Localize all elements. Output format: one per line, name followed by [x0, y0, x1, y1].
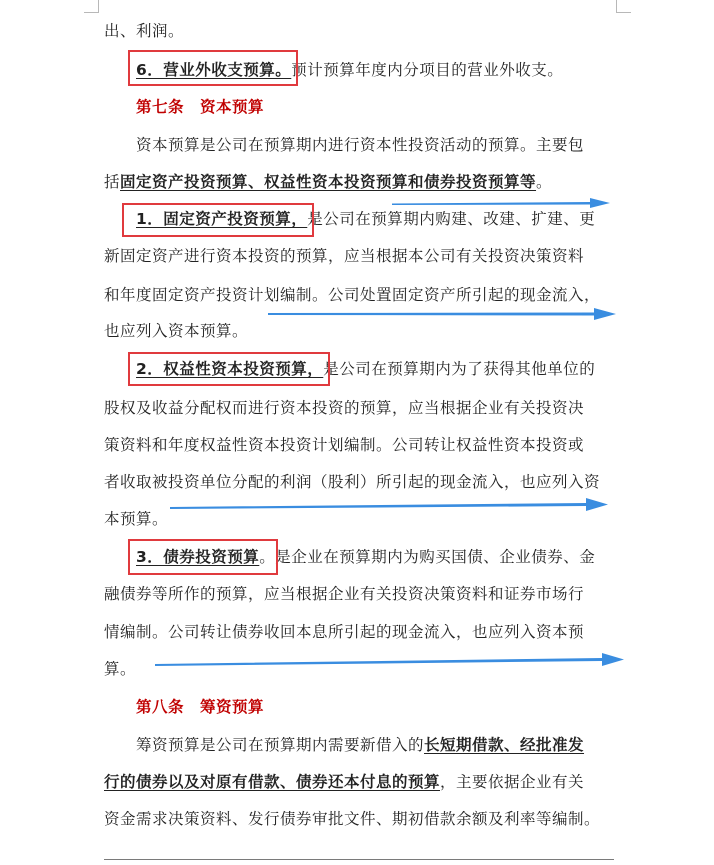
text-fragment: 是公司在预算期内购建、改建、扩建、更	[307, 210, 596, 228]
article-7-line-1: 资本预算是公司在预算期内进行资本性投资活动的预算。主要包	[136, 136, 585, 154]
item-1-line-3: 和年度固定资产投资计划编制。公司处置固定资产所引起的现金流入，	[104, 286, 601, 304]
item-2-line-4: 者收取被投资单位分配的利润（股利）所引起的现金流入，也应列入资	[104, 473, 601, 491]
item-2-line-5: 本预算。	[104, 510, 169, 528]
item-3-line-4: 算。	[104, 660, 137, 678]
arrow-2	[268, 308, 616, 320]
highlight-box-item-2	[128, 352, 330, 386]
text-line: 出、利润。	[104, 22, 185, 40]
item-3-line-2: 融债券等所作的预算，应当根据企业有关投资决策资料和证券市场行	[104, 585, 585, 603]
page-bottom-rule	[104, 859, 614, 860]
item-2-line-3: 策资料和年度权益性资本投资计划编制。公司转让权益性资本投资或	[104, 436, 585, 454]
article-7-line-2	[104, 171, 616, 193]
highlight-box-item-3	[128, 539, 278, 575]
capital-budget-types: 固定资产投资预算、权益性资本投资预算和债券投资预算等	[120, 173, 537, 191]
article-8-line-1	[136, 734, 616, 756]
highlight-box-item-1	[122, 203, 314, 237]
item-3-heading: 3．债券投资预算	[136, 548, 260, 566]
item-6-heading: 6．营业外收支预算。	[136, 61, 292, 79]
text-fragment: 是公司在预算期内为了获得其他单位的	[323, 360, 596, 378]
article-8-heading: 第八条 筹资预算	[136, 698, 265, 716]
item-1-line-4: 也应列入资本预算。	[104, 322, 249, 340]
text-fragment: 。是企业在预算期内为购买国债、企业债券、金	[259, 548, 596, 566]
item-2-line-2: 股权及收益分配权而进行资本投资的预算，应当根据企业有关投资决	[104, 399, 585, 417]
item-2-heading: 2．权益性资本投资预算，	[136, 360, 324, 378]
article-8-line-2	[104, 771, 616, 793]
text-fragment: ，主要依据企业有关	[440, 773, 585, 791]
item-1-line-2: 新固定资产进行资本投资的预算，应当根据本公司有关投资决策资料	[104, 247, 585, 265]
text-fragment: 括	[104, 173, 121, 191]
financing-items-part-1: 长短期借款、经批准发	[424, 736, 585, 754]
arrow-1	[392, 198, 610, 208]
article-7-heading: 第七条 资本预算	[136, 98, 265, 116]
financing-items-part-2: 行的债券以及对原有借款、债券还本付息的预算	[104, 773, 441, 791]
text-fragment: 。	[536, 173, 553, 191]
crop-mark-right	[616, 0, 631, 13]
highlight-box-item-6	[128, 50, 298, 86]
item-1-heading: 1．固定资产投资预算，	[136, 210, 308, 228]
item-3-line-3: 情编制。公司转让债券收回本息所引起的现金流入，也应列入资本预	[104, 623, 585, 641]
text-fragment: 筹资预算是公司在预算期内需要新借入的	[136, 736, 425, 754]
item-6-text: 预计预算年度内分项目的营业外收支。	[291, 61, 564, 79]
article-8-line-3: 资金需求决策资料、发行债券审批文件、期初借款余额及利率等编制。	[104, 810, 601, 828]
crop-mark-left	[84, 0, 99, 13]
